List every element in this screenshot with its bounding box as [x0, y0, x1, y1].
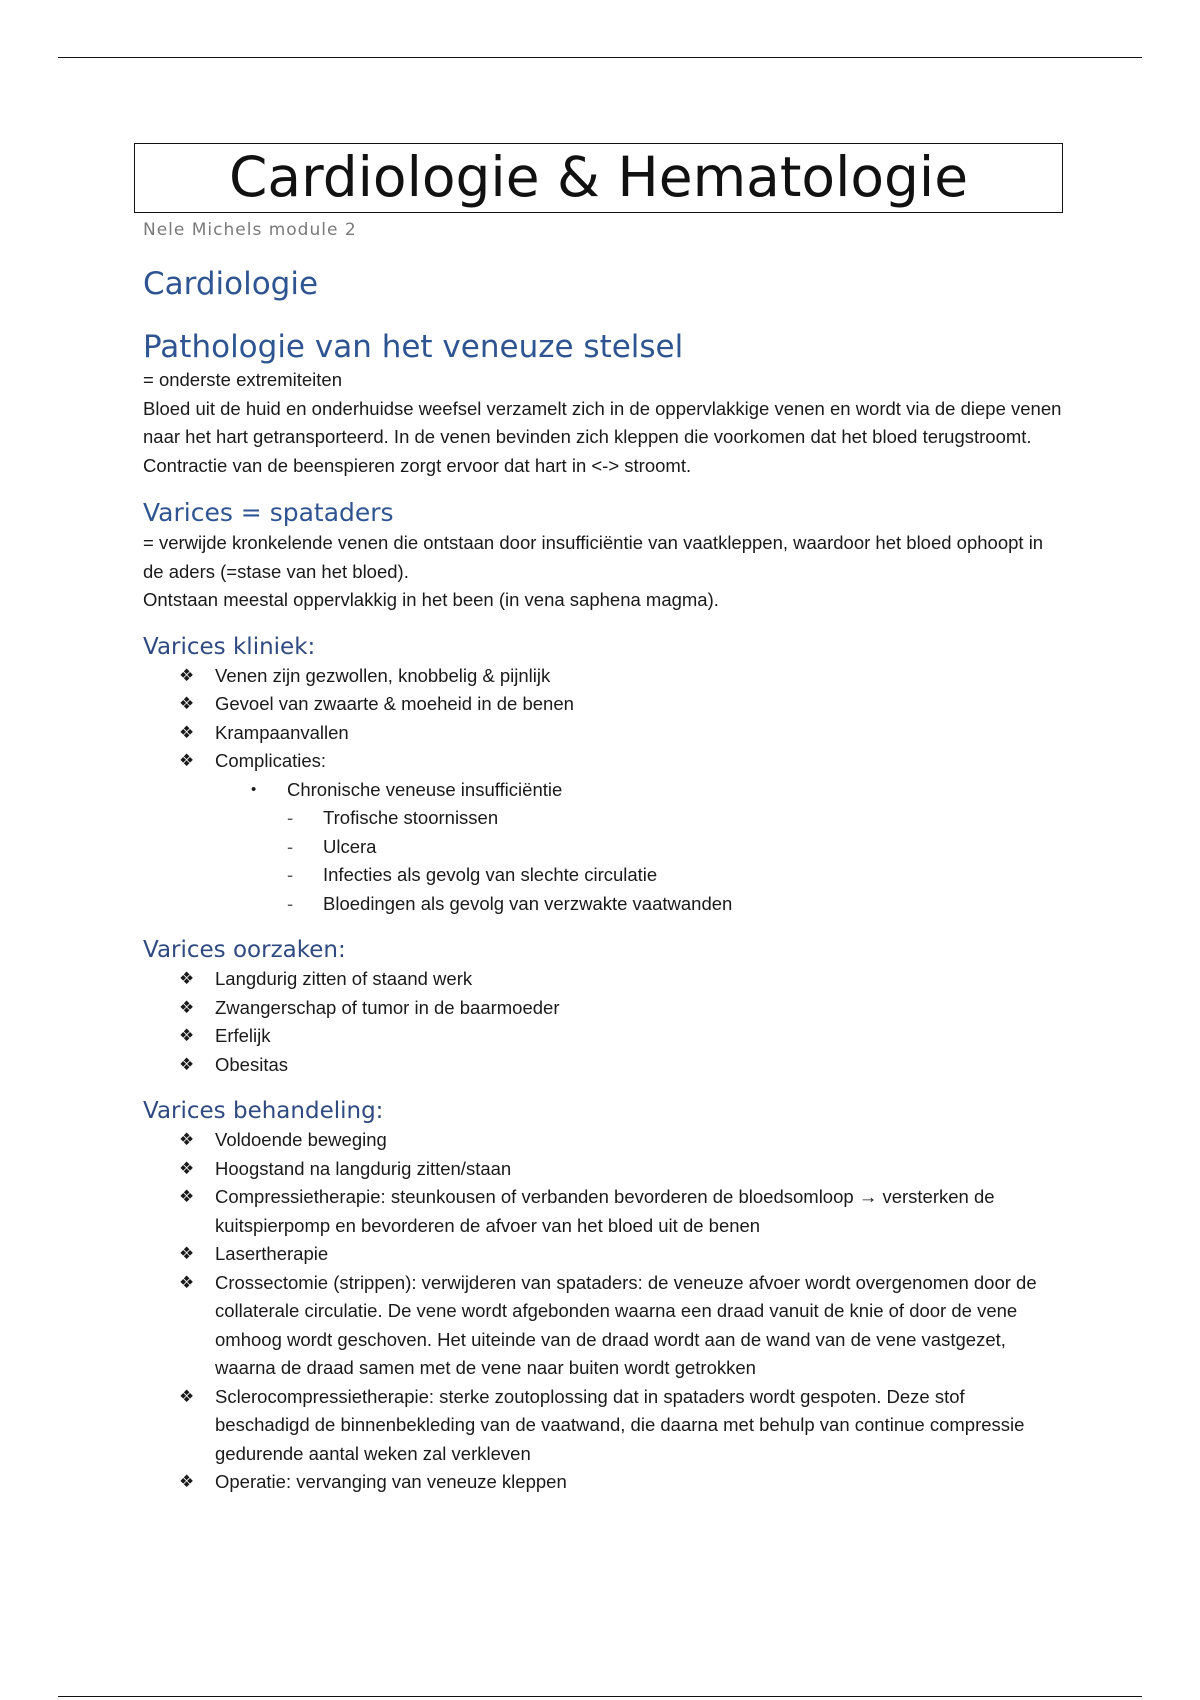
oorzaken-list: [143, 965, 1063, 1079]
section-oorzaken: [143, 935, 1063, 1079]
header-rule: [58, 57, 1142, 58]
diamond-bullet-icon: ❖: [179, 694, 195, 713]
diamond-bullet-icon: ❖: [179, 1272, 195, 1292]
pathologie-paragraph: Bloed uit de huid en onderhuidse weefsel verzamelt zich in de oppervlakkige venen en wordt via de diepe venen naar het hart getransporteerd. In de venen bevinden zich kleppen die voorkomen dat het bloed terugstroomt. Contractie van de beenspieren zorgt ervoor dat hart in <-> stroomt.: [143, 397, 1062, 476]
diamond-bullet-icon: ❖: [179, 1244, 195, 1263]
list-item: ❖ Venen zijn gezwollen, knobbelig & pijnlijk: [143, 662, 1063, 691]
dash-bullet-icon: -: [287, 892, 294, 914]
list-item: - Bloedingen als gevolg van verzwakte vaatwanden: [143, 890, 1063, 919]
diamond-bullet-icon: ❖: [179, 1187, 195, 1206]
diamond-bullet-icon: ❖: [179, 1158, 195, 1178]
author-line: Nele Michels module 2: [143, 220, 357, 240]
footer-rule: [58, 1696, 1142, 1697]
diamond-bullet-icon: ❖: [179, 1054, 195, 1074]
diamond-bullet-icon: ❖: [179, 751, 195, 770]
behandeling-list: [143, 1126, 1063, 1497]
heading-oorzaken: Varices oorzaken:: [143, 937, 346, 963]
list-item: ❖ Voldoende beweging: [143, 1126, 1063, 1155]
heading-pathologie: Pathologie van het veneuze stelsel: [143, 329, 684, 365]
diamond-bullet-icon: ❖: [179, 722, 195, 742]
list-item: ❖ Complicaties: • Chronische veneuse insufficiëntie - Trofische stoornissen - Ulcera - Infecties als gevolg van slechte circulatie - Bloedingen als gevolg van verzwakte vaatwanden: [143, 747, 1063, 918]
list-item: ❖ Krampaanvallen: [143, 719, 1063, 748]
kliniek-list: [143, 662, 1063, 919]
dash-bullet-icon: -: [287, 864, 294, 885]
diamond-bullet-icon: ❖: [179, 1472, 195, 1491]
list-item: ❖ Zwangerschap of tumor in de baarmoeder: [143, 994, 1063, 1023]
varices-definition: = verwijde kronkelende venen die ontstaan door insufficiëntie van vaatkleppen, waardoor het bloed ophoopt in de aders (=stase van het bloed).: [143, 532, 1044, 582]
list-item: ❖ Lasertherapie: [143, 1240, 1063, 1269]
list-item: ❖ Hoogstand na langdurig zitten/staan: [143, 1155, 1063, 1184]
diamond-bullet-icon: ❖: [179, 665, 195, 685]
varices-location: Ontstaan meestal oppervlakkig in het been (in vena saphena magma).: [143, 589, 719, 610]
dash-bullet-icon: -: [287, 807, 294, 828]
list-item: • Chronische veneuse insufficiëntie - Trofische stoornissen - Ulcera - Infecties als gevolg van slechte circulatie - Bloedingen als gevolg van verzwakte vaatwanden: [143, 776, 1063, 919]
heading-kliniek: Varices kliniek:: [143, 633, 316, 660]
list-item: ❖ Gevoel van zwaarte & moeheid in de benen: [143, 690, 1063, 719]
complicaties-list: [215, 776, 1063, 919]
list-item: ❖ Erfelijk: [143, 1022, 1063, 1051]
section-varices: [143, 497, 1063, 615]
list-item: ❖ Compressietherapie: steunkousen of verbanden bevorderen de bloedsomloop → versterken de kuitspierpomp en bevorderen de afvoer van het bloed uit de benen: [143, 1183, 1063, 1240]
list-item: - Ulcera: [143, 833, 1063, 862]
diamond-bullet-icon: ❖: [179, 969, 195, 988]
list-item: - Trofische stoornissen: [143, 804, 1063, 833]
diamond-bullet-icon: ❖: [179, 1130, 195, 1149]
list-item: - Infecties als gevolg van slechte circulatie: [143, 861, 1063, 890]
section-behandeling: [143, 1096, 1063, 1497]
heading-varices: Varices = spataders: [143, 498, 394, 527]
document-body: [143, 143, 1063, 1497]
diamond-bullet-icon: ❖: [179, 1386, 195, 1406]
diamond-bullet-icon: ❖: [179, 1026, 195, 1045]
diamond-bullet-icon: ❖: [179, 997, 195, 1017]
heading-cardiologie: Cardiologie: [143, 266, 319, 302]
list-item: ❖ Crossectomie (strippen): verwijderen van spataders: de veneuze afvoer wordt overgenomen door de collaterale circulatie. De vene wordt afgebonden waarna een draad vanuit de knie of door de vene omhoog wordt geschoven. Het uiteinde van de draad wordt aan de wand van de vene vastgezet, waarna de draad samen met de vene naar buiten wordt getrokken: [143, 1269, 1063, 1383]
pathologie-intro: = onderste extremiteiten: [143, 369, 342, 390]
list-item: ❖ Obesitas: [143, 1051, 1063, 1080]
insufficientie-list: [287, 804, 1063, 918]
heading-behandeling: Varices behandeling:: [143, 1098, 384, 1124]
dash-bullet-icon: -: [287, 835, 294, 857]
list-item: ❖ Sclerocompressietherapie: sterke zoutoplossing dat in spataders wordt gespoten. Deze stof beschadigd de binnenbekleding van de vaatwand, die daarna met behulp van continue compressie gedurende aantal weken zal verkleven: [143, 1383, 1063, 1469]
section-kliniek: [143, 632, 1063, 919]
list-item: ❖ Langdurig zitten of staand werk: [143, 965, 1063, 994]
dot-bullet-icon: •: [251, 780, 257, 798]
document-title: Cardiologie & Hematologie: [134, 143, 1063, 213]
list-item: ❖ Operatie: vervanging van veneuze kleppen: [143, 1468, 1063, 1497]
